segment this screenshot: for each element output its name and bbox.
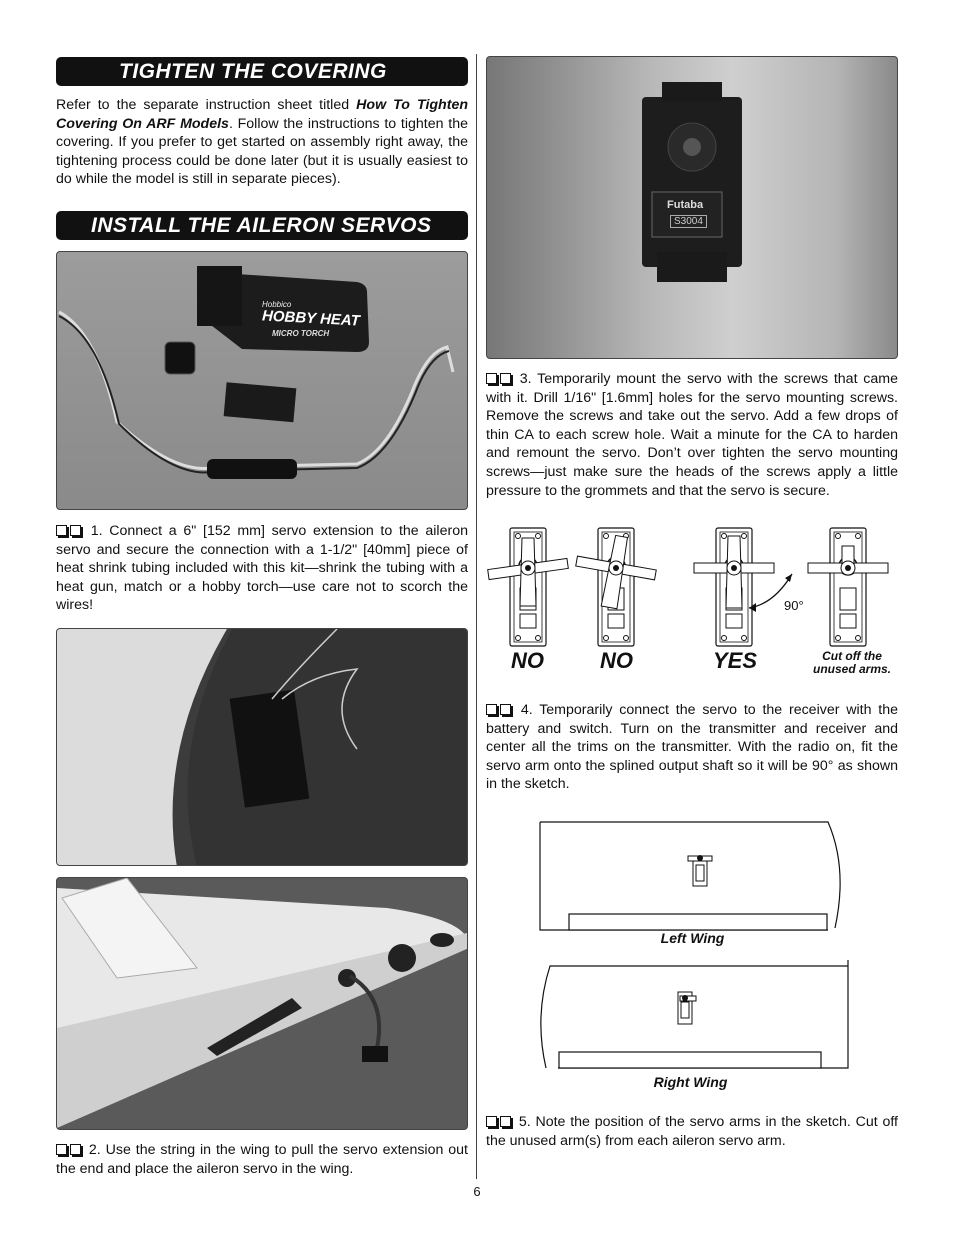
checkbox-icon[interactable] [70, 525, 81, 536]
photo-wing-heat-shrink [56, 628, 468, 866]
right-wing-diagram [530, 956, 860, 1076]
tighten-text-before: Refer to the separate instruction sheet titled [56, 97, 357, 113]
step-1-text: 1. Connect a 6" [152 mm] servo extension to the aileron servo and secure the connection with a 1-1/2" [40mm] piece of heat shrink tubing included with this kit—shrink the tubing with a heat gun, match or a hobby torch—use care not to scorch the wires! [56, 523, 468, 614]
servo-model: S3004 [670, 215, 707, 228]
step-4 [486, 701, 898, 794]
torch-brand: Hobbico [262, 300, 292, 309]
checkbox-icon[interactable] [56, 1144, 67, 1155]
checkbox-icon[interactable] [486, 704, 497, 715]
label-yes: YES [713, 648, 758, 673]
right-wing-label: Right Wing [653, 1074, 728, 1090]
label-no-1: NO [511, 648, 544, 673]
checkbox-icon[interactable] [486, 373, 497, 384]
label-no-2: NO [600, 648, 633, 673]
checkbox-icon[interactable] [500, 373, 511, 384]
step-5 [486, 1113, 898, 1150]
checkbox-icon[interactable] [486, 1116, 497, 1127]
tighten-paragraph [56, 96, 468, 189]
torch-product: HOBBY HEAT [261, 307, 361, 330]
torch-illustration [57, 252, 468, 510]
section-banner-servos: INSTALL THE AILERON SERVOS [56, 211, 468, 240]
photo-wing-servo-lead [56, 877, 468, 1130]
step-2 [56, 1141, 468, 1178]
wing-covering-illustration [57, 629, 468, 866]
step-5-text: 5. Note the position of the servo arms in the sketch. Cut off the unused arm(s) from each aileron servo arm. [486, 1114, 898, 1149]
wing-end-illustration [57, 878, 468, 1130]
tighten-text-after: . Follow the instructions to tighten the covering. If you prefer to get started on assembly right away, the tightening process could be done later (but it is usually easiest to do while the model is still in separate pieces). [56, 115, 468, 188]
cut-caption-line-1: Cut off the [822, 649, 882, 663]
column-divider [476, 54, 477, 1179]
page-number: 6 [473, 1184, 481, 1199]
section-banner-tighten: TIGHTEN THE COVERING [56, 57, 468, 86]
step-1 [56, 522, 468, 615]
step-3 [486, 370, 898, 500]
checkbox-icon[interactable] [500, 704, 511, 715]
angle-label: 90° [784, 598, 804, 613]
step-4-text: 4. Temporarily connect the servo to the receiver with the battery and switch. Turn on the transmitter and receiver and center all the trims on the transmitter. With the radio on, fit the servo arm onto the splined output shaft so it will be 90° as shown in the sketch. [486, 702, 898, 793]
checkbox-icon[interactable] [500, 1116, 511, 1127]
left-wing-diagram [530, 818, 860, 938]
servo-diagram-no-2 [576, 528, 657, 646]
step-2-text: 2. Use the string in the wing to pull the servo extension out the end and place the aileron servo in the wing. [56, 1142, 468, 1177]
servo-brand: Futaba [667, 199, 704, 211]
servo-diagram-cut [808, 528, 888, 646]
cut-caption [800, 650, 904, 676]
checkbox-icon[interactable] [56, 525, 67, 536]
photo-servo-mounted [486, 56, 898, 359]
photo-heat-torch [56, 251, 468, 510]
left-wing-label: Left Wing [660, 930, 725, 946]
servo-diagram-yes [694, 528, 792, 646]
torch-subtitle: MICRO TORCH [272, 329, 330, 338]
servo-diagram-no-1 [488, 528, 569, 646]
step-3-text: 3. Temporarily mount the servo with the screws that came with it. Drill 1/16" [1.6mm] holes for the servo mounting screws. Remove the screws and take out the servo. Add a few drops of thin CA to each screw hole. Wait a minute for the CA to harden and remount the servo. Don’t over tighten the servo mounting screws—just make sure the heads of the screws apply a little pressure to the grommets and that the servo is secure. [486, 371, 898, 499]
checkbox-icon[interactable] [70, 1144, 81, 1155]
cut-caption-line-2: unused arms. [812, 662, 892, 676]
servo-arm-diagram [486, 526, 900, 656]
tighten-text-title: How To Tighten Covering On ARF Models [56, 97, 468, 132]
